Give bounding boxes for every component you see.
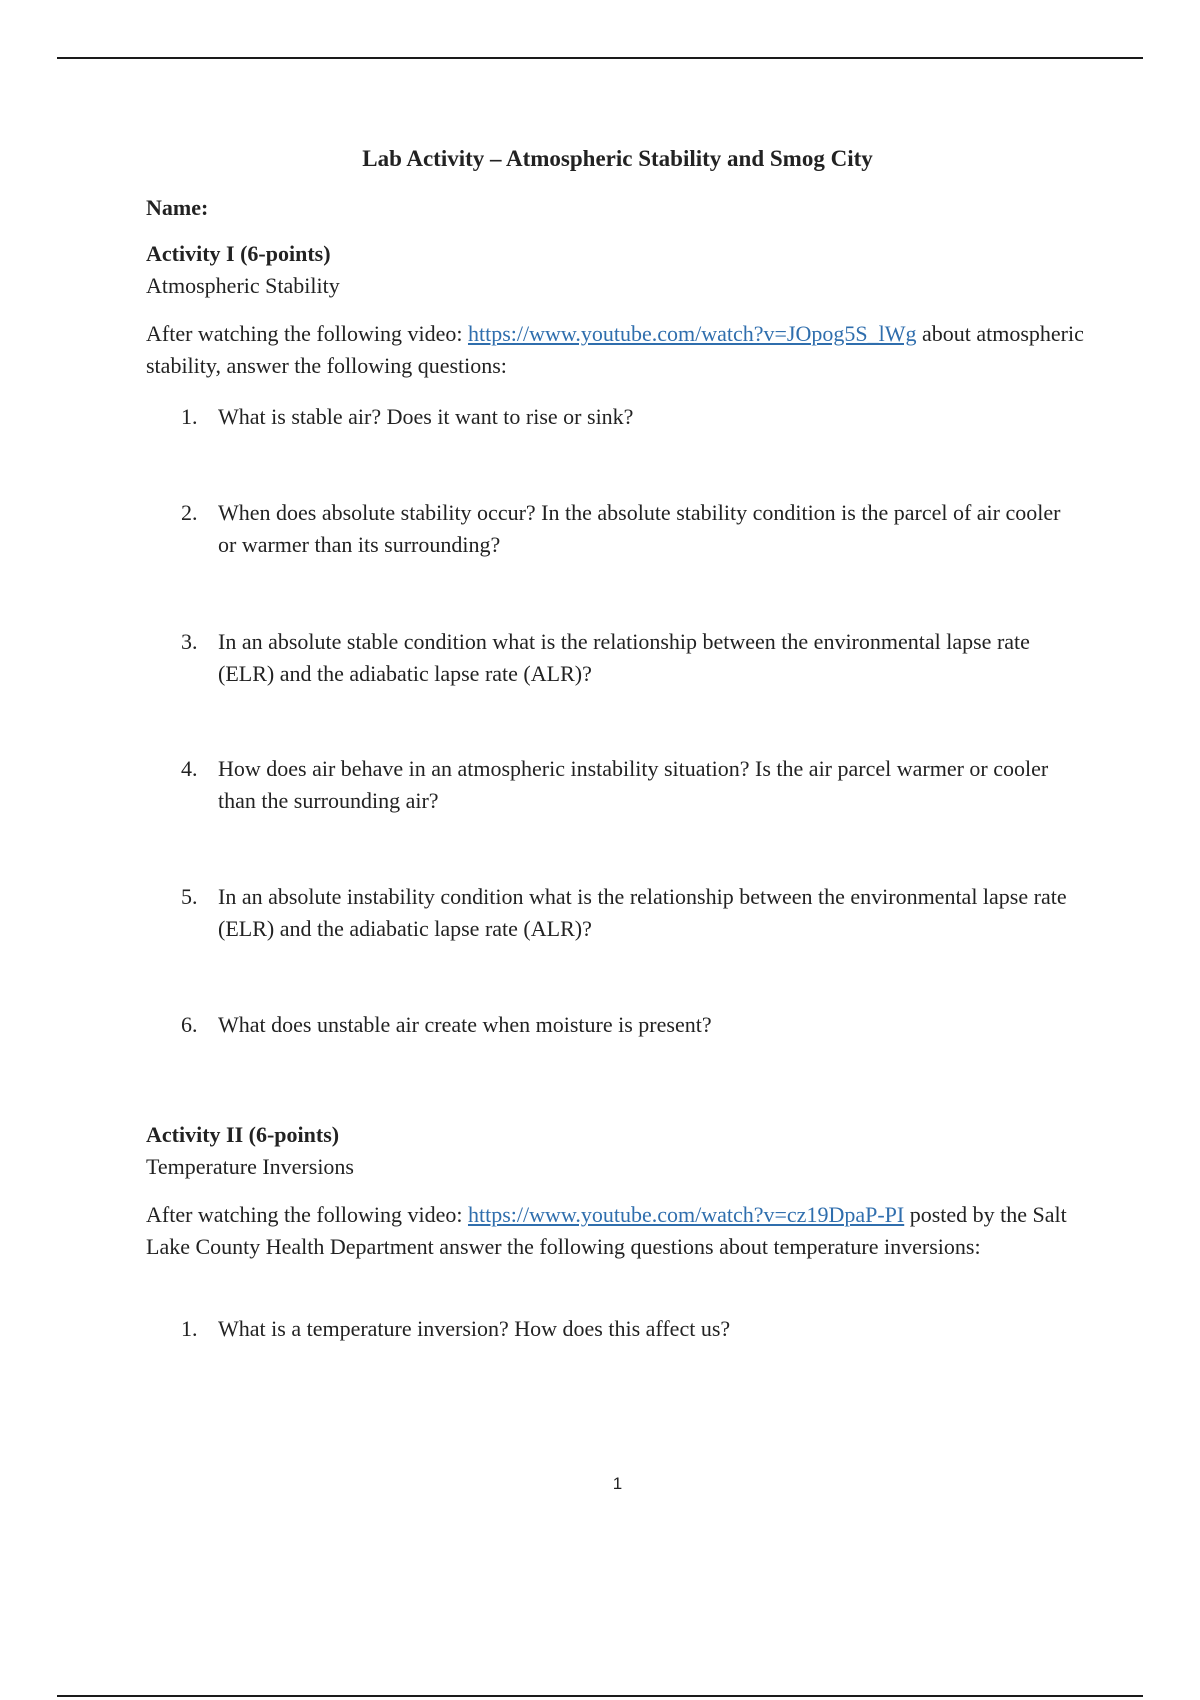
activity1-question-6: [181, 1009, 1081, 1041]
bottom-rule: [57, 1695, 1143, 1697]
top-rule: [57, 57, 1143, 59]
name-label: Name:: [146, 195, 209, 220]
activity1-question-4: [181, 753, 1081, 817]
activity1-question-2: [181, 497, 1081, 561]
question-number: 4.: [181, 756, 198, 781]
page-number: 1: [612, 1474, 623, 1493]
activity1-question-3: [181, 626, 1081, 690]
question-text: How does air behave in an atmospheric instability situation? Is the air parcel warmer or cooler than the surrounding air?: [218, 756, 1049, 813]
activity1-subheading: Atmospheric Stability: [146, 273, 340, 298]
question-number: 1.: [181, 1316, 198, 1341]
activity2-heading: Activity II (6-points): [146, 1122, 340, 1147]
question-number: 2.: [181, 500, 198, 525]
question-number: 5.: [181, 884, 198, 909]
activity1-video-link[interactable]: https://www.youtube.com/watch?v=JOpog5S_lWg: [467, 321, 917, 346]
question-text: In an absolute instability condition what is the relationship between the environmental lapse rate (ELR) and the adiabatic lapse rate (ALR)?: [218, 884, 1067, 941]
activity2-intro: [146, 1199, 1086, 1263]
activity1-question-1: [181, 401, 1081, 433]
activity1-heading: Activity I (6-points): [146, 241, 331, 266]
activity2-intro-after: posted by the Salt Lake County Health Department answer the following questions about temperature inversions:: [146, 1202, 1067, 1259]
question-text: When does absolute stability occur? In the absolute stability condition is the parcel of air cooler or warmer than its surrounding?: [218, 500, 1061, 557]
activity2-video-link[interactable]: https://www.youtube.com/watch?v=cz19DpaP-PI: [467, 1202, 905, 1227]
document-title: Lab Activity – Atmospheric Stability and Smog City: [362, 146, 873, 171]
activity1-intro-before: After watching the following video:: [146, 321, 468, 346]
question-text: What is a temperature inversion? How does this affect us?: [218, 1316, 731, 1341]
activity2-intro-before: After watching the following video:: [146, 1202, 468, 1227]
activity1-question-5: [181, 881, 1081, 945]
question-number: 1.: [181, 404, 198, 429]
activity2-question-1: [181, 1313, 1081, 1345]
activity1-intro: [146, 318, 1086, 382]
question-text: What is stable air? Does it want to rise or sink?: [218, 404, 634, 429]
question-text: In an absolute stable condition what is the relationship between the environmental lapse rate (ELR) and the adiabatic lapse rate (ALR)?: [218, 629, 1030, 686]
question-text: What does unstable air create when moisture is present?: [218, 1012, 712, 1037]
activity1-intro-after: about atmospheric stability, answer the following questions:: [146, 321, 1084, 378]
question-number: 3.: [181, 629, 198, 654]
activity2-subheading: Temperature Inversions: [146, 1154, 354, 1179]
question-number: 6.: [181, 1012, 198, 1037]
